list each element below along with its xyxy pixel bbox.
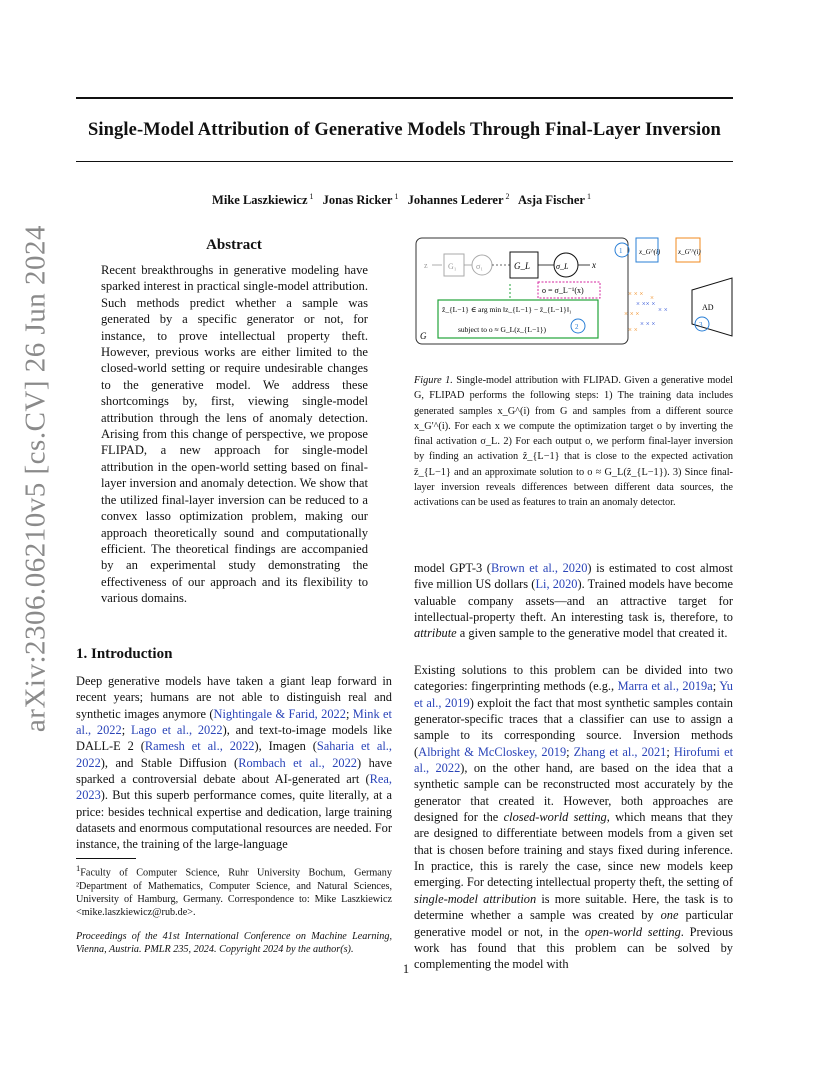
citation-link[interactable]: Marra et al., 2019a [617, 679, 713, 694]
svg-text:x: x [592, 260, 596, 270]
svg-text:× × ×: × × × [640, 320, 656, 328]
abstract-heading: Abstract [206, 237, 262, 253]
figure-1-diagram [414, 232, 734, 352]
right-paragraph-1: model GPT-3 (Brown et al., 2020) is estimated to cost almost five million US dollars (Li, 2020). Trained models have become valuable company assets—and an attractive target for intellectual-property theft. An interesting task is, therefore, to attribute a given sample to the generative model that created it. [414, 561, 733, 641]
svg-text:2: 2 [575, 323, 579, 331]
proceedings-note: Proceedings of the 41st International Conference on Machine Learning, Vienna, Austria. PMLR 235, 2024. Copyright 2024 by the author(s). [76, 931, 392, 956]
svg-text:3: 3 [699, 321, 703, 329]
citation-link[interactable]: Rombach et al., 2022 [238, 755, 357, 770]
arxiv-stamp: arXiv:2306.06210v5 [cs.CV] 26 Jun 2024 [19, 224, 52, 733]
citation-link[interactable]: Yu et al., 2019 [414, 679, 733, 710]
top-rule [76, 97, 733, 99]
citation-link[interactable]: Albright & McCloskey, 2019 [418, 744, 567, 759]
paper-title: Single-Model Attribution of Generative Models Through Final-Layer Inversion [88, 120, 721, 140]
author-list: Mike Laszkiewicz $^1$ Jonas Ricker $^1$ Johannes Lederer $^2$ Asja Fischer $^1$ [212, 192, 591, 208]
svg-text:σ₁: σ₁ [476, 262, 484, 271]
author-name: Asja Fischer [517, 193, 585, 208]
citation-link[interactable]: Saharia et al., 2022 [76, 739, 392, 770]
right-paragraph-2: Existing solutions to this problem can be divided into two categories: fingerprinting methods (e.g., Marra et al., 2019a; Yu et al., 2019) exploit the fact that most synthetic samples contain generator-specific traces that a classifier can use to assign a sample to its corresponding source. Inversion methods (Albright & McCloskey, 2019; Zhang et al., 2021; Hirofumi et al., 2022), on the other hand, are based on the idea that a synthetic sample can be reconstructed most accurately by the generator that created it. However, both approaches are designed for the closed-world setting, which means that they are designed to differentiate between models from a given set that is chosen before training and stays fixed during inference. In practice, this is rarely the case, since new models keep emerging. For detecting intellectual property theft, the setting of single-model attribution is more suitable. Here, the task is to determine whether a sample was created by one particular generative model or not, in the open-world setting. Previous work has found that this problem can be solved by complementing the model with [414, 663, 734, 972]
svg-text:G_L: G_L [514, 261, 531, 271]
svg-text:σ_L: σ_L [556, 262, 569, 271]
svg-text:o = σ_L⁻¹(x): o = σ_L⁻¹(x) [542, 286, 584, 295]
svg-text:× ×× ×: × ×× × [636, 300, 656, 308]
author-name: Jonas Ricker [322, 193, 393, 208]
page-number: 1 [402, 962, 410, 976]
svg-text:subject to o ≈ G_L(z_{L−1}): subject to o ≈ G_L(z_{L−1}) [458, 325, 547, 334]
svg-text:AD: AD [702, 303, 714, 312]
author-name: Mike Laszkiewicz [212, 193, 308, 208]
svg-text:1: 1 [619, 247, 623, 255]
svg-text:× × ×: × × × [624, 310, 640, 318]
footnote-rule [76, 858, 136, 859]
citation-link[interactable]: Hirofumi et al., 2022 [414, 744, 734, 776]
citation-link[interactable]: Mink et al., 2022 [76, 706, 392, 738]
citation-link[interactable]: Brown et al., 2020 [490, 561, 588, 575]
citation-link[interactable]: Zhang et al., 2021 [573, 744, 667, 759]
generator-label: G [420, 331, 427, 341]
svg-text:×: × [650, 294, 654, 302]
intro-paragraph: Deep generative models have taken a giant leap forward in recent years; humans are not able to distinguish real and synthetic images anymore (Nightingale & Farid, 2022; Mink et al., 2022; Lago et al., 2022), and text-to-image models like DALL-E 2 (Ramesh et al., 2022), Imagen (Saharia et al., 2022), and Stable Diffusion (Rombach et al., 2022) have sparked a controversial debate about AI-generated art (Rea, 2023). But this superb performance comes, quite literally, at a price: besides technical expertise and dedication, large training datasets and enormous computational resources are needed. For instance, the training of the large-language [76, 674, 392, 852]
title-rule [76, 161, 733, 162]
svg-text:× ×: × × [628, 326, 638, 334]
svg-text:x_G'^(i): x_G'^(i) [678, 248, 701, 256]
citation-link[interactable]: Rea, 2023 [76, 772, 392, 803]
citation-link[interactable]: Li, 2020 [535, 577, 578, 592]
author-name: Johannes Lederer [407, 193, 504, 208]
svg-text:z: z [424, 261, 428, 270]
svg-text:x_G^(i): x_G^(i) [639, 248, 661, 256]
feature-scatter [624, 290, 668, 334]
svg-text:× × ×: × × × [628, 290, 644, 298]
footnote: $^1$Faculty of Computer Science, Ruhr University Bochum, Germany ²Department of Mathematics, Computer Science, and Natural Sciences, University of Hamburg, Germany. Correspondence to: Mike Laszkiewicz <mike.laszkiewicz@rub.de>. [76, 863, 392, 918]
section-heading: 1. Introduction [76, 646, 173, 662]
citation-link[interactable]: Ramesh et al., 2022 [144, 739, 255, 754]
citation-link[interactable]: Nightingale & Farid, 2022 [213, 706, 346, 721]
abstract-text: Recent breakthroughs in generative modeling have sparked interest in practical single-model attribution. Such methods predict whether a sample was generated by a specific generator or not, for instance, to prove intellectual property theft. However, previous works are either limited to the closed-world setting or require undesirable changes to the generative model. We address these shortcomings by, first, viewing single-model attribution through the lens of anomaly detection. Arising from this change of perspective, we propose FLIPAD, a new approach for single-model attribution in the open-world setting based on final-layer inversion and anomaly detection. We show that the utilized final-layer inversion can be reduced to a convex lasso optimization problem, making our approach theoretically sound and computationally efficient. The theoretical findings are accompanied by an experimental study demonstrating the effectiveness of our approach and its flexibility to various domains. [101, 263, 368, 606]
svg-text:G₁: G₁ [448, 262, 457, 271]
svg-text:× ×: × × [658, 306, 668, 314]
figure-caption: Figure 1. Single-model attribution with FLIPAD. Given a generative model G, FLIPAD performs the following steps: 1) The training data includes generated samples x_G^(i) from G and samples from a different source x_G'^(i). For each x we compute the optimization target o by inverting the final activation σ_L. 2) For each output o, we perform final-layer inversion by finding an activation ẑ_{L−1} that is close to the expected activation z̄_{L−1} and an approximate solution to o ≈ G_L(ẑ_{L−1}). 3) Since final-layer inversion reveals differences between different data sources, the activations can be used as features to train an anomaly detector. [414, 375, 733, 509]
citation-link[interactable]: Lago et al., 2022 [130, 723, 223, 738]
svg-text:ẑ_{L−1} ∈ arg min ‖z_{L−1} − z: ẑ_{L−1} ∈ arg min ‖z_{L−1} − z̄_{L−1}‖₁ [442, 305, 572, 314]
